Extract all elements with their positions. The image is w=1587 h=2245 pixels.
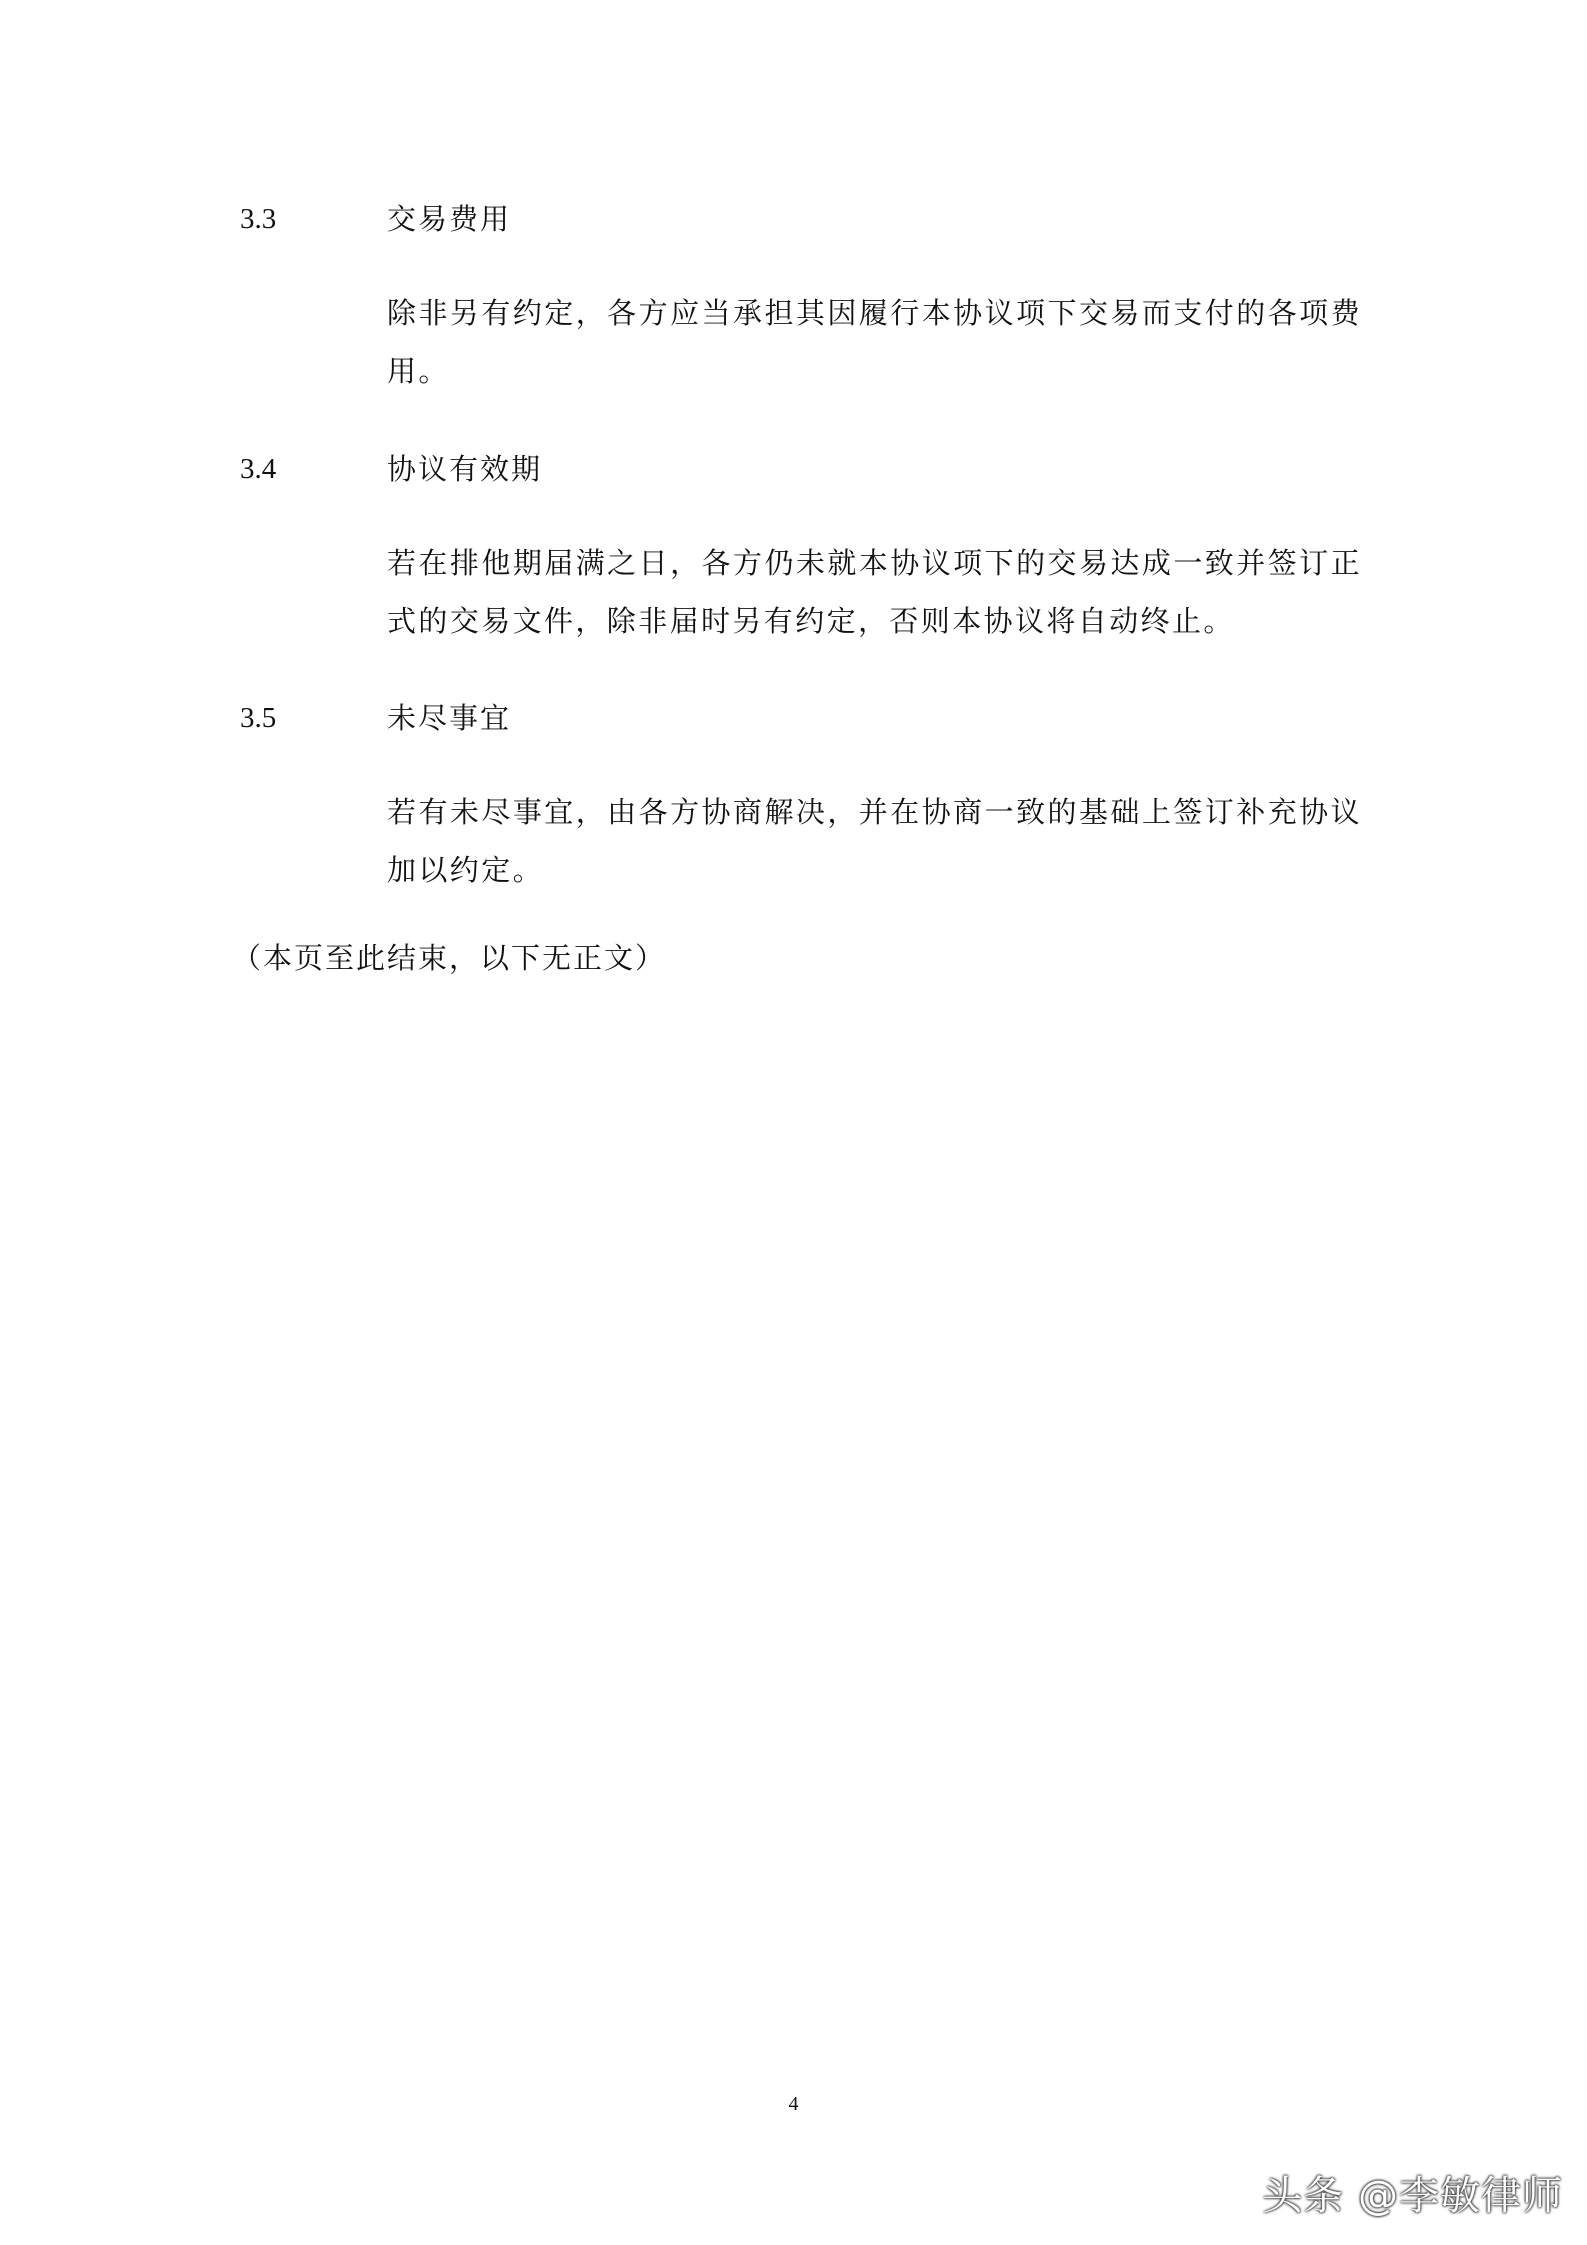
section-title: 交易费用: [387, 202, 512, 236]
watermark: 头条 @李敏律师: [1262, 2173, 1563, 2219]
section-title: 未尽事宜: [387, 701, 512, 735]
section-body: 若在排他期届满之日，各方仍未就本协议项下的交易达成一致并签订正式的交易文件，除非届时另有约定，否则本协议将自动终止。: [387, 546, 1362, 638]
section-number: 3.4: [240, 453, 277, 485]
section-body: 除非另有约定，各方应当承担其因履行本协议项下交易而支付的各项费用。: [387, 296, 1362, 388]
end-of-text-note: （本页至此结束，以下无正文）: [232, 941, 667, 975]
section-body: 若有未尽事宜，由各方协商解决，并在协商一致的基础上签订补充协议加以约定。: [387, 795, 1362, 887]
page-number: 4: [788, 2093, 799, 2115]
section-title: 协议有效期: [387, 452, 543, 486]
section-number: 3.5: [240, 702, 277, 734]
section-number: 3.3: [240, 203, 277, 235]
